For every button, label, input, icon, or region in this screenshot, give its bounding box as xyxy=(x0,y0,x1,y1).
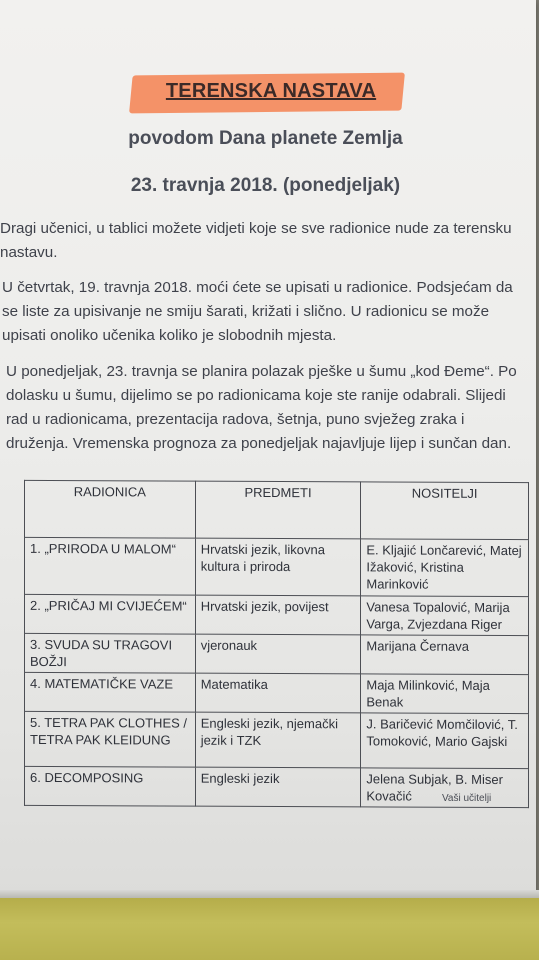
workshop-leaders: Marijana Černava xyxy=(361,635,529,675)
workshop-subjects: Engleski jezik xyxy=(195,767,361,807)
notice-subtitle: povodom Dana planete Zemlja xyxy=(128,128,403,149)
signature: Vaši učitelji xyxy=(442,793,492,804)
table-row xyxy=(25,633,529,674)
table-row xyxy=(25,537,529,596)
workshop-name: 3. SVUDA SU TRAGOVI BOŽJI xyxy=(25,633,196,673)
workshop-name: 1. „PRIRODA U MALOM“ xyxy=(25,537,196,595)
notice-date: 23. travnja 2018. (ponedjeljak) xyxy=(130,175,401,196)
workshop-name: 2. „PRIČAJ MI CVIJEĆEM“ xyxy=(25,594,196,634)
workshop-leaders: J. Baričević Momčilović, T. Tomoković, Mario Gajski xyxy=(361,713,529,769)
table-row xyxy=(25,594,529,635)
signup-paragraph: U četvrtak, 19. travnja 2018. moći ćete se upisati u radionice. Podsjećam da se liste za upisivanje ne smiju šarati, križati i slično. U radionicu se može upisati onoliko učenika koliko je slobodnih mjesta. xyxy=(2,279,513,344)
workshop-subjects: Hrvatski jezik, povijest xyxy=(195,595,361,635)
notice-title: TERENSKA NASTAVA xyxy=(165,80,377,102)
schedule-paragraph: U ponedjeljak, 23. travnja se planira polazak pješke u šumu „kod Đeme“. Po dolasku u šumu, dijelimo se po radionicama koje ste ranije odabrali. Slijedi rad u radionicama, prezentacija radova, šetnja, puno svježeg zraka i druženja. Vremenska prognoza za ponedjeljak najavljuje lijep i sunčan dan. xyxy=(6,363,517,452)
table-row xyxy=(25,672,529,713)
workshop-name: 6. DECOMPOSING xyxy=(25,766,196,806)
workshop-subjects: Matematika xyxy=(195,673,361,713)
wall-background xyxy=(0,898,539,960)
table-row xyxy=(25,711,529,768)
workshop-leaders: E. Kljajić Lončarević, Matej Ižaković, Kristina Marinković xyxy=(361,539,529,597)
header-predmeti: PREDMETI xyxy=(195,481,361,539)
workshop-subjects: vjeronauk xyxy=(195,634,361,674)
workshop-subjects: Hrvatski jezik, likovna kultura i priroda xyxy=(195,538,361,596)
workshop-leaders: Maja Milinković, Maja Benak xyxy=(361,674,529,714)
workshop-leaders: Jelena Subjak, B. Miser Kovačić xyxy=(361,768,529,808)
workshop-subjects: Engleski jezik, njemački jezik i TZK xyxy=(195,712,361,768)
intro-paragraph: Dragi učenici, u tablici možete vidjeti koje se sve radionice nude za terensku nastavu. xyxy=(0,220,512,261)
header-radionica: RADIONICA xyxy=(25,480,196,538)
workshop-name: 4. MATEMATIČKE VAZE xyxy=(25,672,196,712)
workshops-table xyxy=(24,480,529,808)
table-header-row xyxy=(25,480,529,539)
workshop-leaders: Vanesa Topalović, Marija Varga, Zvjezdana Riger xyxy=(361,596,529,636)
header-nositelji: NOSITELJI xyxy=(361,482,529,540)
workshop-name: 5. TETRA PAK CLOTHES / TETRA PAK KLEIDUNG xyxy=(25,711,196,767)
